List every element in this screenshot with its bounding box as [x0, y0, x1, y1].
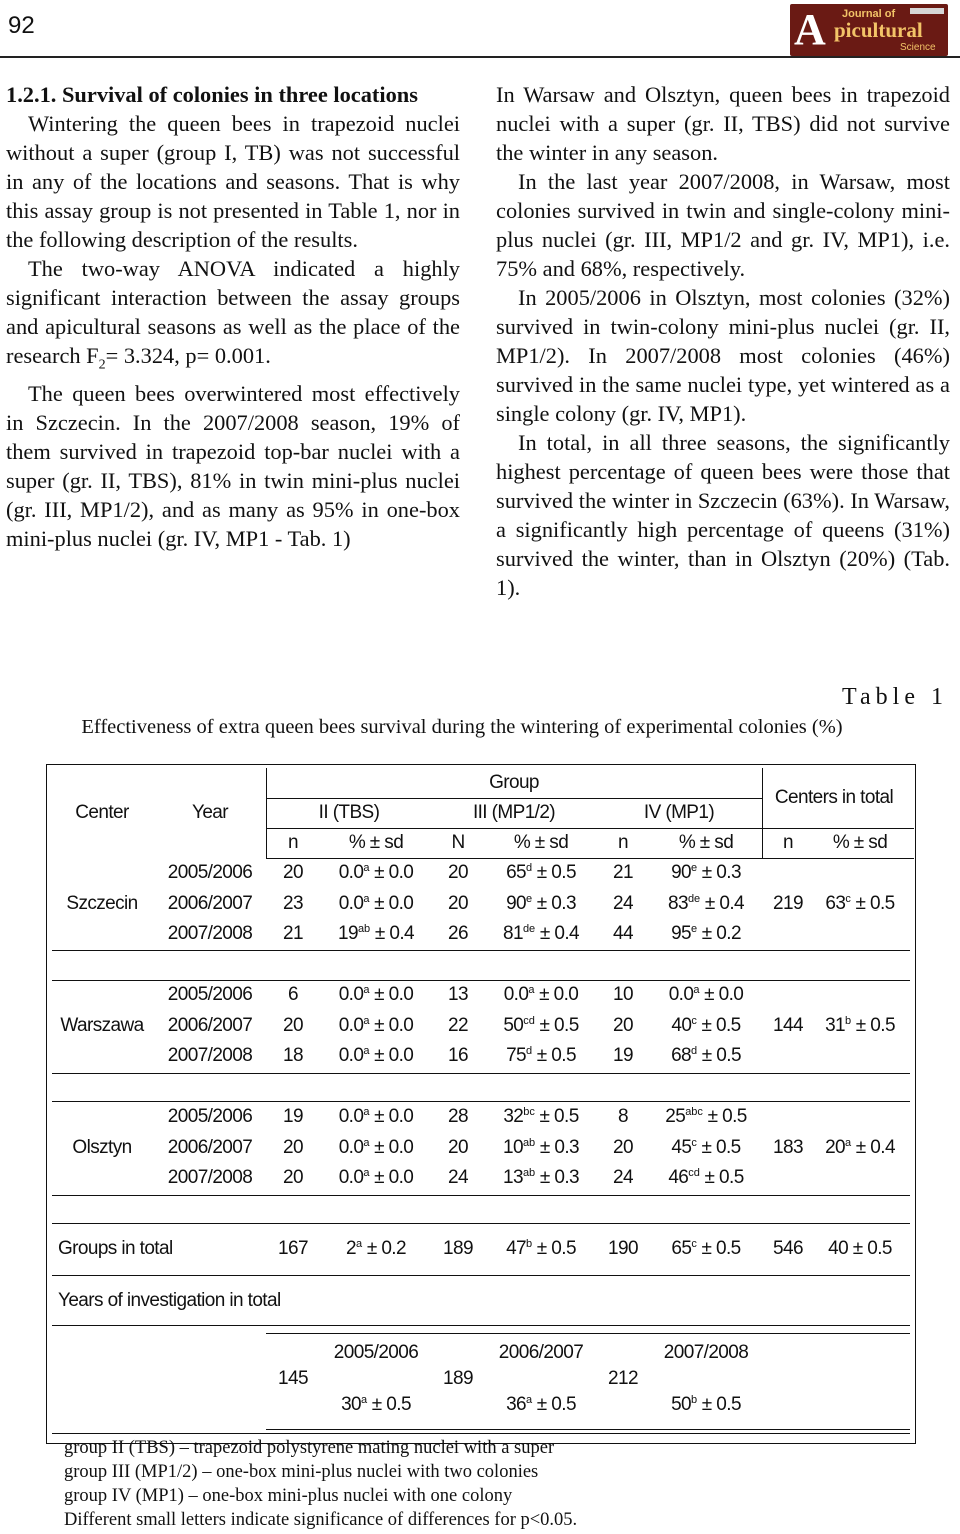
- n-cell: 24: [613, 1167, 633, 1188]
- n-cell: 26: [448, 923, 468, 944]
- center-total-pct: $31^b \pm 0.5$: [825, 1014, 895, 1036]
- pct-cell: $75^d \pm 0.5$: [506, 1045, 576, 1066]
- header-centers-total: Centers in total: [774, 787, 894, 808]
- n-cell: 20: [283, 1167, 303, 1188]
- pct-cell: $10^{ab} \pm 0.3$: [503, 1136, 579, 1158]
- groups-total-pct: $65^c \pm 0.5$: [671, 1238, 741, 1259]
- pct-cell: $32^{bc} \pm 0.5$: [503, 1106, 579, 1127]
- header-pct-sd: % ± sd: [832, 832, 888, 853]
- header-n: n: [783, 832, 793, 853]
- years-total-year: 2006/2007: [498, 1342, 584, 1363]
- year-cell: 2005/2006: [167, 1106, 253, 1127]
- footnote: group III (MP1/2) – one-box mini-plus nuclei with two colonies: [64, 1462, 539, 1482]
- footnotes: [64, 1436, 577, 1532]
- pct-cell: 0.0$^a$ ± 0.0: [338, 862, 414, 883]
- section-rule: [52, 1433, 910, 1434]
- logo-issn-bar: [910, 8, 944, 14]
- logo-line1: Journal of: [842, 8, 896, 20]
- center-total-n: 183: [773, 1136, 803, 1158]
- table-number: Table 1: [842, 684, 948, 710]
- footnote: Different small letters indicate significance of differences for p<0.05.: [64, 1510, 578, 1530]
- right-column: [496, 80, 950, 602]
- years-rule: [266, 1429, 910, 1430]
- header-pct-sd: % ± sd: [513, 832, 569, 853]
- header-divider: [762, 828, 763, 858]
- header-pct-sd: % ± sd: [348, 832, 404, 853]
- groups-total-pct: $47^b \pm 0.5$: [506, 1238, 576, 1259]
- paragraph: In Warsaw and Olsztyn, queen bees in trapezoid nuclei with a super (gr. II, TBS) did not survive the winter in any season.: [496, 82, 950, 165]
- years-total-pct: $50^b \pm 0.5$: [671, 1394, 741, 1415]
- section-rule: [52, 1195, 910, 1196]
- n-cell: 8: [618, 1106, 628, 1127]
- n-cell: 6: [288, 984, 298, 1005]
- paragraph-anova: [6, 254, 460, 379]
- n-cell: 20: [283, 1136, 303, 1158]
- years-total-n: 189: [443, 1368, 473, 1389]
- logo-letter: A: [794, 5, 826, 54]
- center-name: Warszawa: [60, 1014, 144, 1036]
- n-cell: 20: [613, 1014, 633, 1036]
- pct-cell: 0.0$^a$ ± 0.0: [338, 892, 414, 914]
- paragraph: Wintering the queen bees in trapezoid nuclei without a super (group I, TB) was not successful in any of the locations and seasons. That is why this assay group is not presented in Table 1, nor in the following description of the results.: [6, 111, 460, 252]
- pct-cell: $68^d \pm 0.5$: [671, 1045, 741, 1066]
- pct-cell: $46^{cd} \pm 0.5$: [668, 1167, 744, 1188]
- table-title: Effectiveness of extra queen bees survival during the wintering of experimental colonies (%): [81, 716, 843, 738]
- n-cell: 20: [448, 1136, 468, 1158]
- center-name: Szczecin: [66, 892, 138, 914]
- pct-cell: $50^{cd} \pm 0.5$: [503, 1014, 579, 1036]
- paragraph: In total, in all three seasons, the significantly highest percentage of queen bees were those that survived the winter in Szczecin (63%). In Warsaw, a significantly high percentage of queens (31%) survived the winter, than in Olsztyn (20%) (Tab. 1).: [496, 430, 950, 600]
- section-rule: [52, 1101, 910, 1102]
- logo-line2: picultural: [834, 18, 923, 42]
- page-number: 92: [8, 12, 35, 39]
- footnote: group II (TBS) – trapezoid polystyrene mating nuclei with a super: [64, 1438, 555, 1458]
- center-total-n: 144: [773, 1014, 803, 1036]
- left-column: [6, 80, 460, 553]
- groups-total-n: 190: [608, 1238, 638, 1259]
- years-total-year: 2007/2008: [663, 1342, 749, 1363]
- pct-cell: $90^e \pm 0.3$: [506, 892, 576, 914]
- year-cell: 2006/2007: [167, 1014, 253, 1036]
- n-cell: 16: [448, 1045, 468, 1066]
- header-divider: [762, 768, 763, 828]
- paragraph: In the last year 2007/2008, in Warsaw, most colonies survived in twin and single-colony mini-plus nuclei (gr. III, MP1/2 and gr. IV, MP1), i.e. 75% and 68%, respectively.: [496, 169, 950, 281]
- pct-cell: $45^c \pm 0.5$: [671, 1136, 741, 1158]
- header-divider: [266, 828, 267, 858]
- years-total-n: 145: [278, 1368, 308, 1389]
- year-cell: 2007/2008: [167, 1045, 253, 1066]
- center-total-pct: $63^c \pm 0.5$: [825, 892, 895, 914]
- n-cell: 20: [448, 892, 468, 914]
- years-total-pct: $30^a \pm 0.5$: [341, 1394, 411, 1415]
- groups-total-n: 189: [443, 1238, 473, 1259]
- section-rule: [52, 980, 910, 981]
- year-cell: 2007/2008: [167, 923, 253, 944]
- groups-total-label: Groups in total: [58, 1238, 173, 1259]
- n-cell: 13: [448, 984, 468, 1005]
- pct-cell: 0.0$^a$ ± 0.0: [338, 1014, 414, 1036]
- logo-line3: Science: [900, 42, 936, 53]
- years-rule: [266, 1333, 910, 1334]
- header-rule: [0, 56, 960, 58]
- subscript: 2: [98, 357, 106, 373]
- header-group-ii: II (TBS): [318, 802, 380, 823]
- year-cell: 2007/2008: [167, 1167, 253, 1188]
- section-rule: [52, 1223, 910, 1224]
- header-group-iv: IV (MP1): [643, 802, 715, 823]
- paragraph-text: The two-way ANOVA indicated a highly significant interaction between the assay groups and apicultural seasons as well as the place of the research F: [6, 256, 460, 368]
- subheader-rule: [266, 858, 914, 859]
- section-rule: [52, 1073, 910, 1074]
- n-cell: 10: [613, 984, 633, 1005]
- group-rule: [266, 798, 762, 799]
- section-rule: [52, 1325, 910, 1326]
- n-cell: 24: [613, 892, 633, 914]
- header-n: n: [618, 832, 628, 853]
- pct-cell: 0.0$^a$ ± 0.0: [338, 1167, 414, 1188]
- n-cell: 24: [448, 1167, 468, 1188]
- header-center: Center: [75, 802, 129, 823]
- year-cell: 2006/2007: [167, 892, 253, 914]
- pct-cell: $19^{ab} \pm 0.4$: [338, 923, 414, 944]
- results-table: [46, 764, 916, 1444]
- year-cell: 2005/2006: [167, 862, 253, 883]
- table-title-row: [0, 716, 960, 739]
- center-name: Olsztyn: [72, 1136, 132, 1158]
- n-cell: 20: [283, 1014, 303, 1036]
- header-pct-sd: % ± sd: [678, 832, 734, 853]
- groups-total-pct: $2^a \pm 0.2$: [346, 1238, 406, 1259]
- header-n: n: [288, 832, 298, 853]
- n-cell: 19: [283, 1106, 303, 1127]
- pct-cell: 0.0$^a$ ± 0.0: [338, 1106, 414, 1127]
- n-cell: 19: [613, 1045, 633, 1066]
- years-total-pct: $36^a \pm 0.5$: [506, 1394, 576, 1415]
- pct-cell: $95^e \pm 0.2$: [671, 923, 741, 944]
- pct-cell: 0.0$^a$ ± 0.0: [338, 1045, 414, 1066]
- pct-cell: $90^e \pm 0.3$: [671, 862, 741, 883]
- pct-cell: 0.0$^a$ ± 0.0: [338, 984, 414, 1005]
- years-total-label: Years of investigation in total: [58, 1290, 281, 1311]
- center-total-n: 219: [773, 892, 803, 914]
- n-cell: 28: [448, 1106, 468, 1127]
- paragraph: The queen bees overwintered most effectively in Szczecin. In the 2007/2008 season, 19% of them survived in trapezoid top-bar nuclei with a super (gr. II, TBS), 81% in twin mini-plus nuclei (gr. III, MP1/2), and as many as 95% in one-box mini-plus nuclei (gr. IV, MP1 - Tab. 1): [6, 381, 460, 552]
- header-n: N: [451, 832, 465, 853]
- pct-cell: $25^{abc} \pm 0.5$: [665, 1106, 747, 1127]
- years-total-n: 212: [608, 1368, 638, 1389]
- years-total-year: 2005/2006: [333, 1342, 419, 1363]
- section-rule: [52, 950, 910, 951]
- n-cell: 21: [613, 862, 633, 883]
- footnote: group IV (MP1) – one-box mini-plus nuclei with one colony: [64, 1486, 513, 1506]
- n-cell: 20: [283, 862, 303, 883]
- year-cell: 2006/2007: [167, 1136, 253, 1158]
- paragraph-text: = 3.324, p= 0.001.: [105, 343, 271, 368]
- pct-cell: 0.0$^a$ ± 0.0: [668, 984, 744, 1005]
- pct-cell: 81de ± 0.4: [503, 923, 579, 944]
- subheader-rule: [266, 828, 914, 829]
- pct-cell: 83de ± 0.4: [668, 892, 744, 914]
- n-cell: 44: [613, 923, 633, 944]
- year-cell: 2005/2006: [167, 984, 253, 1005]
- groups-total-n: 546: [773, 1238, 803, 1259]
- n-cell: 23: [283, 892, 303, 914]
- section-rule: [52, 1275, 910, 1276]
- pct-cell: $40^c \pm 0.5$: [671, 1014, 741, 1036]
- groups-total-n: 167: [278, 1238, 308, 1259]
- n-cell: 18: [283, 1045, 303, 1066]
- center-total-pct: $20^a \pm 0.4$: [825, 1136, 895, 1158]
- pct-cell: $65^d \pm 0.5$: [506, 862, 576, 883]
- n-cell: 22: [448, 1014, 468, 1036]
- header-group-iii: III (MP1/2): [472, 802, 556, 823]
- pct-cell: 0.0$^a$ ± 0.0: [338, 1136, 414, 1158]
- section-heading: 1.2.1. Survival of colonies in three locations: [6, 82, 418, 107]
- n-cell: 21: [283, 923, 303, 944]
- header-group: Group: [489, 772, 539, 793]
- n-cell: 20: [448, 862, 468, 883]
- header-year: Year: [192, 802, 228, 823]
- groups-total-pct: 40 ± 0.5: [828, 1238, 892, 1259]
- n-cell: 20: [613, 1136, 633, 1158]
- paragraph: In 2005/2006 in Olsztyn, most colonies (32%) survived in twin-colony mini-plus nuclei (gr. II, MP1/2). In 2007/2008 most colonies (46%) survived in the same nuclei type, yet wintered as a single colony (gr. IV, MP1).: [496, 285, 950, 426]
- pct-cell: 0.0$^a$ ± 0.0: [503, 984, 579, 1005]
- pct-cell: $13^{ab} \pm 0.3$: [503, 1167, 579, 1188]
- journal-logo: [790, 4, 948, 56]
